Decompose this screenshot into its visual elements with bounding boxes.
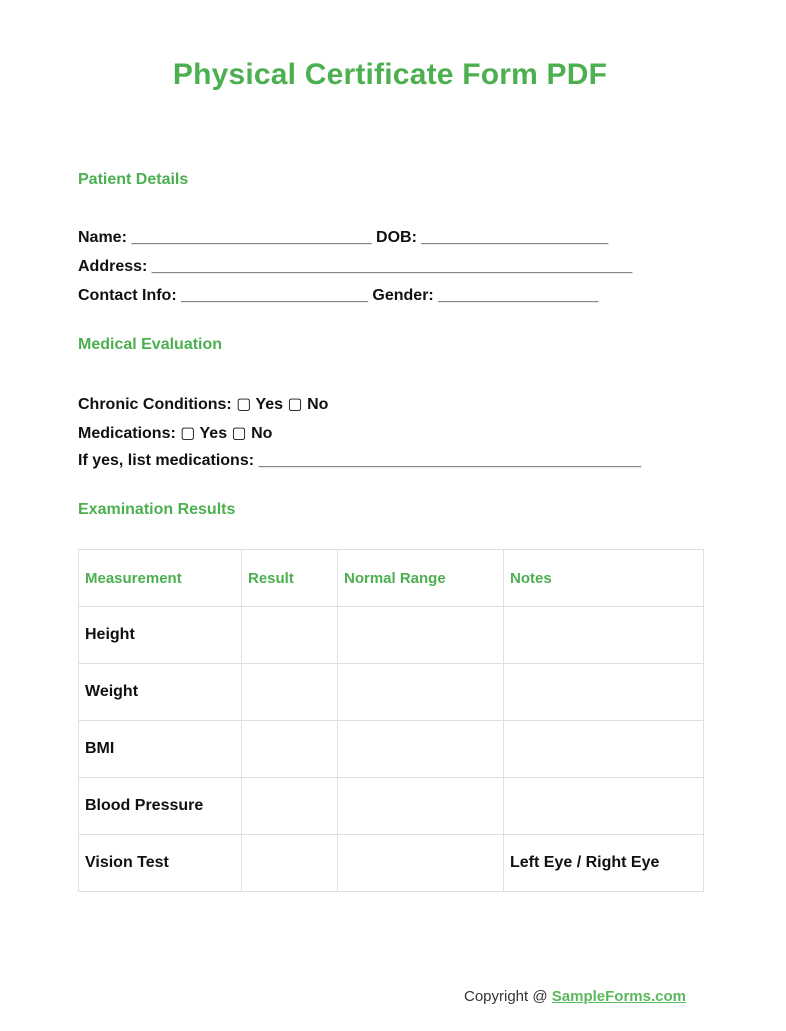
result-cell[interactable] (242, 835, 338, 892)
table-row (79, 664, 704, 721)
notes-cell[interactable] (504, 664, 704, 721)
measurement-cell: Blood Pressure (79, 778, 242, 835)
result-cell[interactable] (242, 607, 338, 664)
normal-range-cell[interactable] (338, 664, 504, 721)
examination-results-heading: Examination Results (78, 501, 236, 518)
column-header-result: Result (242, 550, 338, 607)
copyright-footer (464, 988, 686, 1005)
address-field-line: Address: ______________________________________________________ (78, 258, 633, 275)
column-header-notes: Notes (504, 550, 704, 607)
normal-range-cell[interactable] (338, 721, 504, 778)
result-cell[interactable] (242, 721, 338, 778)
column-header-measurement: Measurement (79, 550, 242, 607)
result-cell[interactable] (242, 778, 338, 835)
name-dob-field-line: Name: ___________________________ DOB: _____________________ (78, 229, 609, 246)
patient-details-heading: Patient Details (78, 171, 189, 188)
page-title: Physical Certificate Form PDF (172, 58, 608, 91)
examination-results-table (78, 549, 704, 892)
notes-cell[interactable] (504, 721, 704, 778)
measurement-cell: BMI (79, 721, 242, 778)
copyright-prefix: Copyright @ (464, 988, 552, 1005)
list-medications-line: If yes, list medications: ___________________________________________ (78, 452, 642, 469)
normal-range-cell[interactable] (338, 778, 504, 835)
measurement-cell: Vision Test (79, 835, 242, 892)
normal-range-cell[interactable] (338, 835, 504, 892)
measurement-cell: Height (79, 607, 242, 664)
sampleforms-link[interactable]: SampleForms.com (551, 988, 686, 1005)
notes-cell[interactable] (504, 607, 704, 664)
normal-range-cell[interactable] (338, 607, 504, 664)
contact-gender-field-line: Contact Info: _____________________ Gender: __________________ (78, 287, 599, 304)
column-header-normal-range: Normal Range (338, 550, 504, 607)
notes-cell[interactable] (504, 778, 704, 835)
chronic-conditions-line: Chronic Conditions: ▢ Yes ▢ No (78, 396, 329, 413)
medical-evaluation-heading: Medical Evaluation (78, 336, 223, 353)
table-row (79, 778, 704, 835)
result-cell[interactable] (242, 664, 338, 721)
table-header-row (79, 550, 704, 607)
table-row (79, 607, 704, 664)
table-row (79, 721, 704, 778)
measurement-cell: Weight (79, 664, 242, 721)
table-row (79, 835, 704, 892)
notes-cell[interactable]: Left Eye / Right Eye (504, 835, 704, 892)
medications-line: Medications: ▢ Yes ▢ No (78, 425, 273, 442)
